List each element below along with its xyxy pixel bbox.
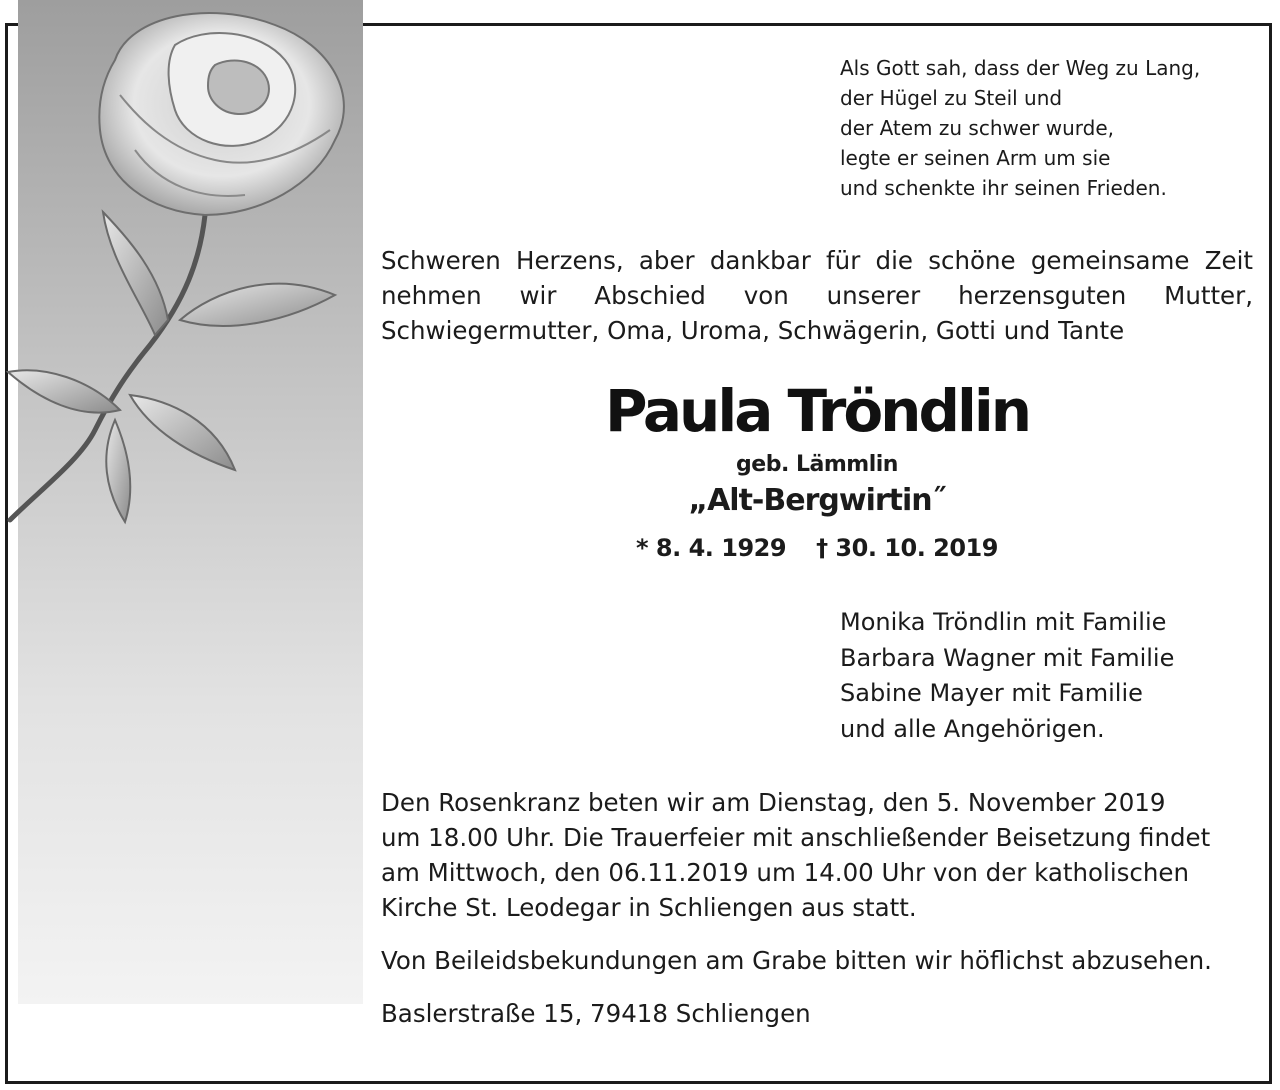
condolence-note: Von Beileidsbekundungen am Grabe bitten wir höflichst abzusehen. xyxy=(381,946,1212,975)
service-line: Den Rosenkranz beten wir am Dienstag, den 5. November 2019 xyxy=(381,788,1166,817)
mourner: Sabine Mayer mit Familie xyxy=(840,679,1143,707)
deceased-name: Paula Tröndlin xyxy=(604,377,1030,445)
death-date: † 30. 10. 2019 xyxy=(816,534,998,562)
life-dates xyxy=(381,530,1253,566)
mourner: Barbara Wagner mit Familie xyxy=(840,643,1175,672)
rose-icon xyxy=(0,0,363,560)
nickname: „Alt-Bergwirtin˝ xyxy=(688,483,946,518)
deceased-block xyxy=(381,372,1253,566)
mourner: Monika Tröndlin mit Familie xyxy=(840,608,1167,636)
intro-text: Schweren Herzens, aber dankbar für die schöne gemeinsame Zeit nehmen wir Abschied von unserer herzensguten Mutter, Schwiegermutter, Oma, Uroma, Schwägerin, Gotti und Tante xyxy=(381,246,1253,345)
poem-line: der Atem zu schwer wurde, xyxy=(840,116,1115,140)
poem-line: und schenkte ihr seinen Frieden. xyxy=(840,176,1167,200)
service-info xyxy=(381,785,1253,925)
service-line: um 18.00 Uhr. Die Trauerfeier mit anschließender Beisetzung findet xyxy=(381,823,1211,852)
poem xyxy=(840,53,1260,203)
poem-line: Als Gott sah, dass der Weg zu Lang, xyxy=(840,56,1201,80)
mourners-list xyxy=(840,605,1260,747)
service-line: am Mittwoch, den 06.11.2019 um 14.00 Uhr von der katholischen xyxy=(381,858,1190,887)
poem-line: legte er seinen Arm um sie xyxy=(840,146,1111,170)
service-line: Kirche St. Leodegar in Schliengen aus statt. xyxy=(381,893,917,922)
rose-bloom xyxy=(99,13,344,215)
mourner: und alle Angehörigen. xyxy=(840,714,1105,743)
birth-date: * 8. 4. 1929 xyxy=(636,534,787,562)
maiden-name: geb. Lämmlin xyxy=(736,452,898,477)
address: Baslerstraße 15, 79418 Schliengen xyxy=(381,999,811,1028)
poem-line: der Hügel zu Steil und xyxy=(840,86,1063,110)
